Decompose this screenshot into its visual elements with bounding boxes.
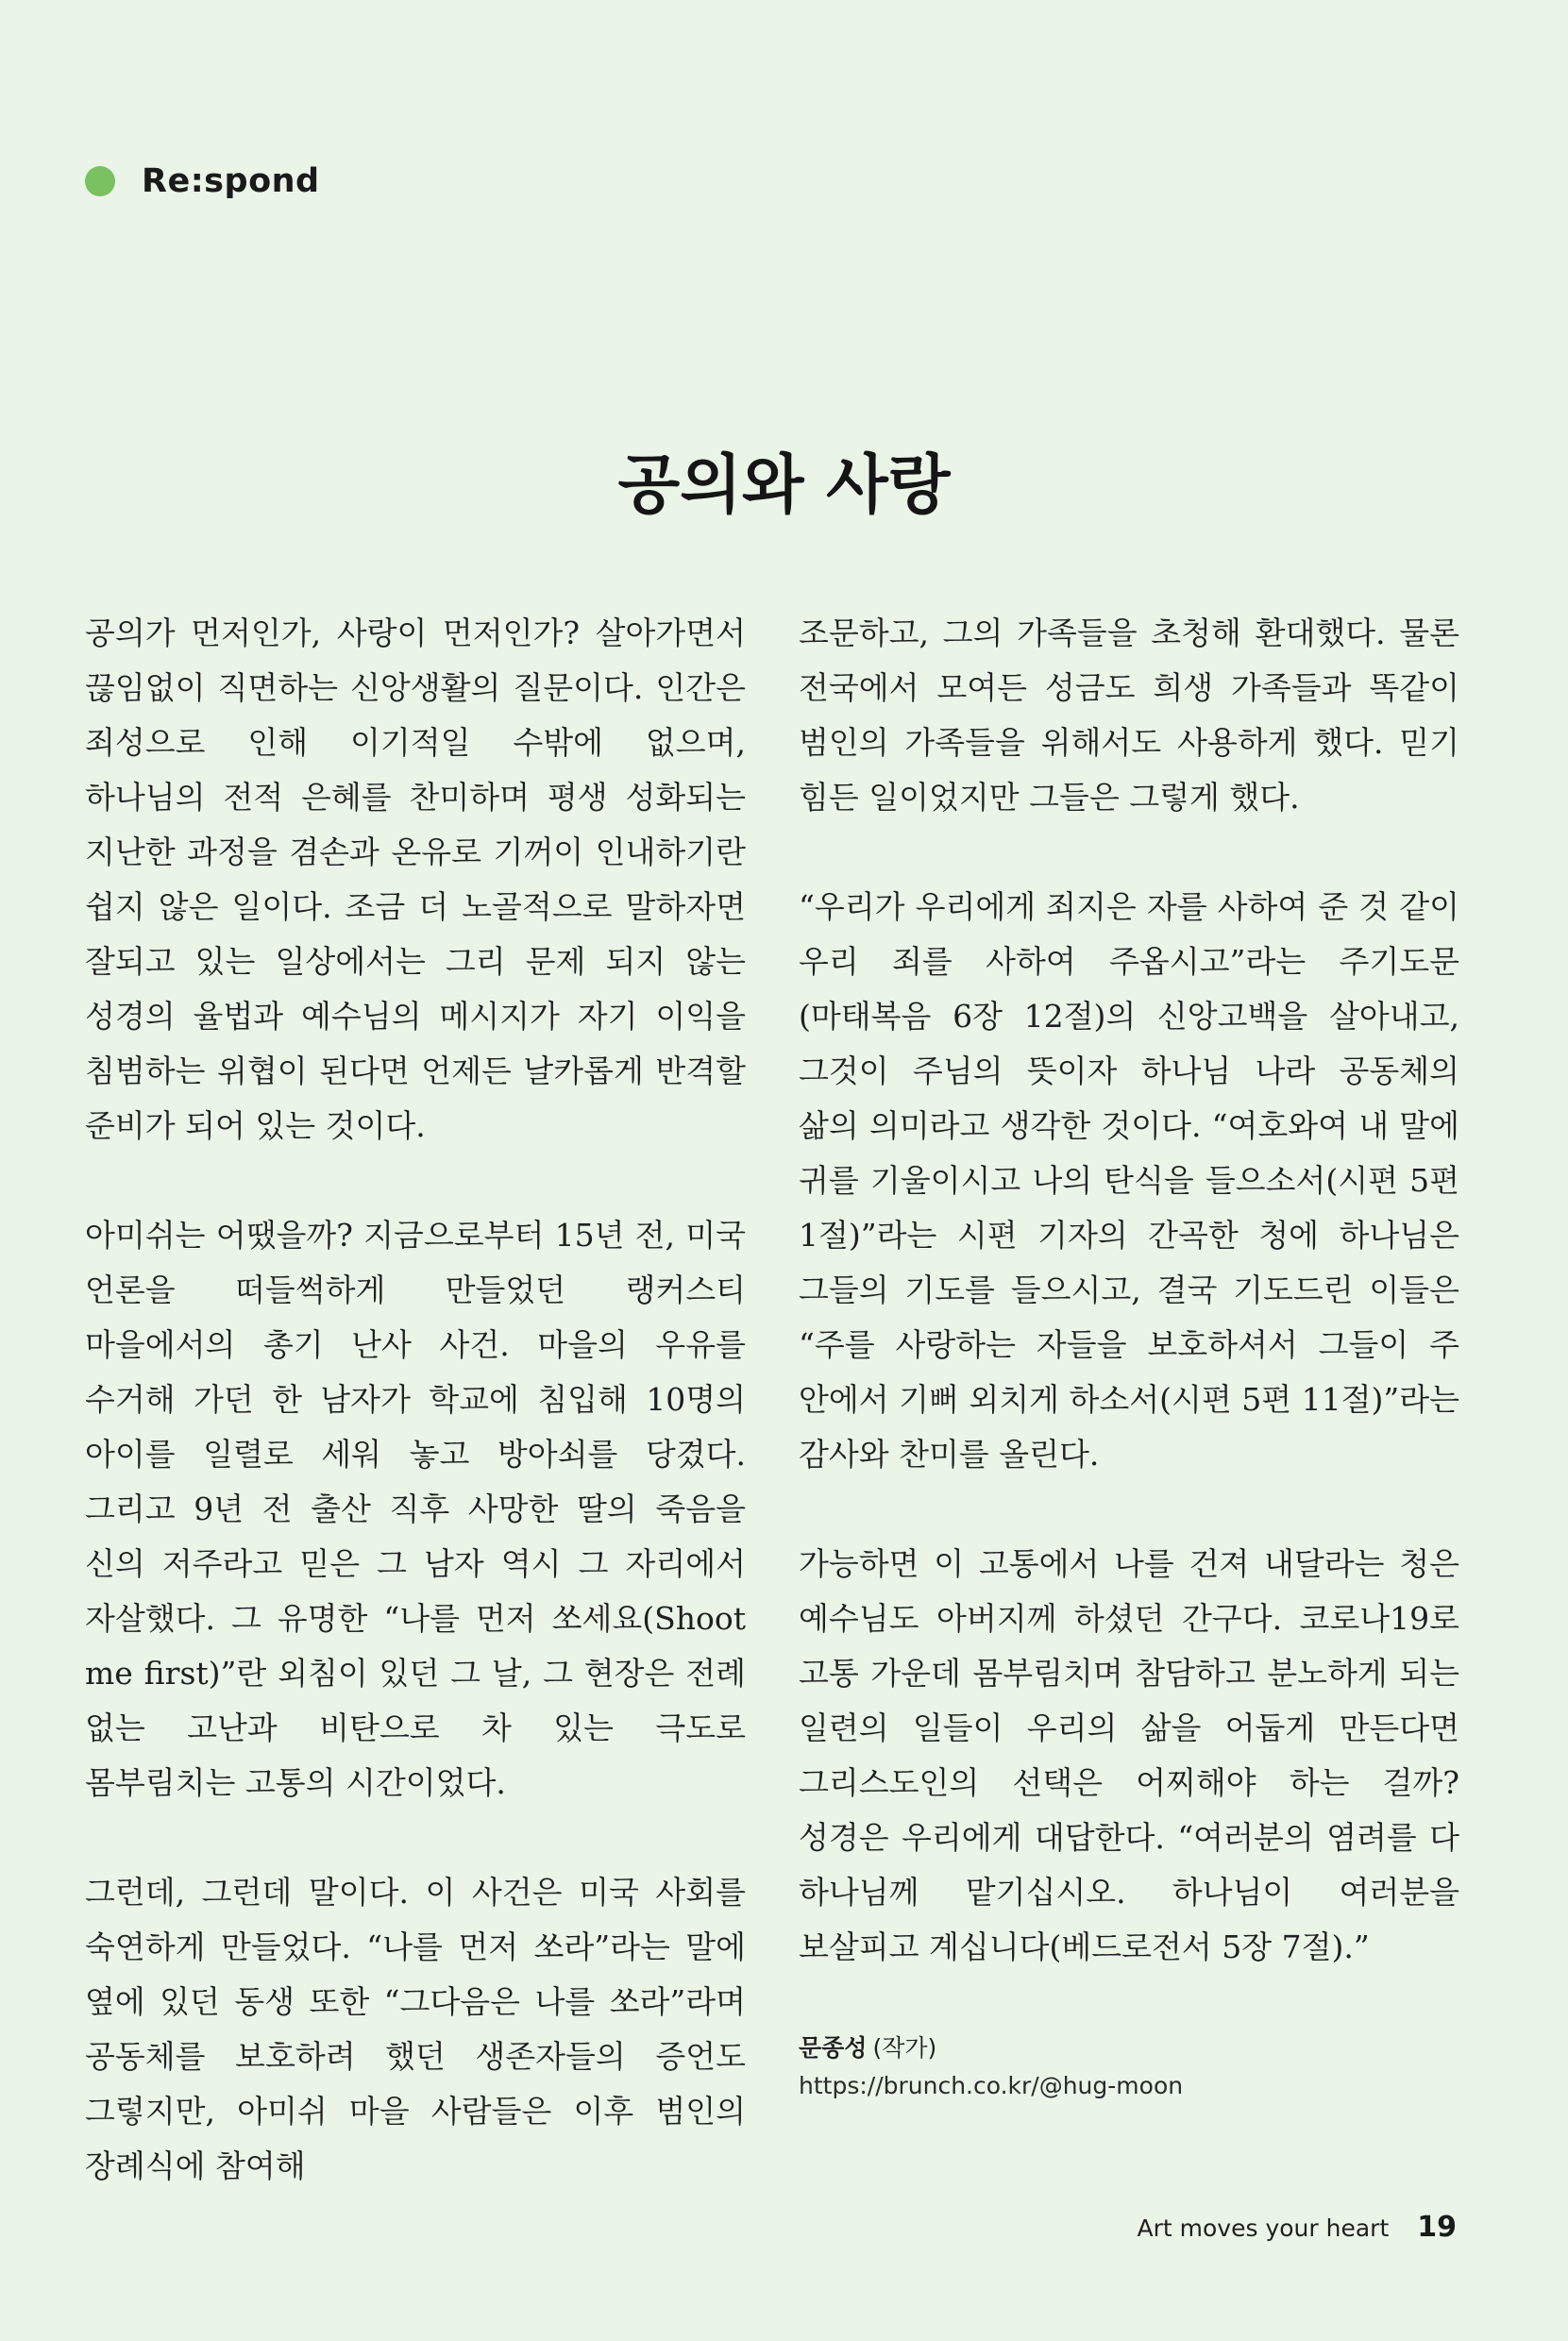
article-paragraph-5: 가능하면 이 고통에서 나를 건져 내달라는 청은 예수님도 아버지께 하셨던 간구다. 코로나19로 고통 가운데 몸부림치며 참담하고 분노하게 되는 일련의 일들이 우리의 삶을 어둡게 만든다면 그리스도인의 선택은 어찌해야 하는 걸까? 성경은 우리에게 대답한다. “여러분의 염려를 다 하나님께 맡기십시오. 하나님이 여러분을 보살피고 계십니다(베드로전서 5장 7절).” bbox=[799, 1545, 1459, 1965]
section-header bbox=[85, 162, 320, 200]
footer-tagline: Art moves your heart bbox=[1137, 2215, 1390, 2242]
author-role: (작가) bbox=[872, 2034, 937, 2062]
page-footer bbox=[1138, 2211, 1457, 2244]
author-link[interactable]: https://brunch.co.kr/@hug-moon bbox=[799, 2072, 1184, 2099]
page-number: 19 bbox=[1417, 2211, 1457, 2244]
article-paragraph-3-part-2: 조문하고, 그의 가족들을 초청해 환대했다. 물론 전국에서 모여든 성금도 희생 가족들과 똑같이 범인의 가족들을 위해서도 사용하게 했다. 믿기 힘든 일이었지만 그들은 그렇게 했다. bbox=[799, 615, 1459, 816]
section-label: Re:spond bbox=[142, 162, 320, 200]
author-name: 문종성 bbox=[799, 2034, 868, 2062]
article-paragraph-3-part-1: 그런데, 그런데 말이다. 이 사건은 미국 사회를 숙연하게 만들었다. “나를 먼저 쏘라”라는 말에 옆에 있던 동생 또한 “그다음은 나를 쏘라”라며 공동체를 보호하려 했던 생존자들의 증언도 그렇지만, 아미쉬 마을 사람들은 이후 범인의 장례식에 참여해 bbox=[85, 1874, 746, 2184]
article-column-left bbox=[85, 606, 746, 2248]
article-title: 공의와 사랑 bbox=[617, 448, 951, 523]
article-paragraph-2: 아미쉬는 어땠을까? 지금으로부터 15년 전, 미국 언론을 떠들썩하게 만들었던 랭커스티 마을에서의 총기 난사 사건. 마을의 우유를 수거해 가던 한 남자가 학교에 침입해 10명의 아이를 일렬로 세워 놓고 방아쇠를 당겼다. 그리고 9년 전 출산 직후 사망한 딸의 죽음을 신의 저주라고 믿은 그 남자 역시 그 자리에서 자살했다. 그 유명한 “나를 먼저 쏘세요(Shoot me first)”란 외침이 있던 그 날, 그 현장은 전례 없는 고난과 비탄으로 차 있는 극도로 몸부림치는 고통의 시간이었다. bbox=[85, 1217, 746, 1801]
article-column-right bbox=[799, 606, 1459, 2105]
article-paragraph-1: 공의가 먼저인가, 사랑이 먼저인가? 살아가면서 끊임없이 직면하는 신앙생활의 질문이다. 인간은 죄성으로 인해 이기적일 수밖에 없으며, 하나님의 전적 은혜를 찬미하며 평생 성화되는 지난한 과정을 겸손과 온유로 기꺼이 인내하기란 쉽지 않은 일이다. 조금 더 노골적으로 말하자면 잘되고 있는 일상에서는 그리 문제 되지 않는 성경의 율법과 예수님의 메시지가 자기 이익을 침범하는 위협이 된다면 언제든 날카롭게 반격할 준비가 되어 있는 것이다. bbox=[85, 615, 746, 1144]
section-bullet-dot bbox=[85, 166, 115, 196]
article-paragraph-4: “우리가 우리에게 죄지은 자를 사하여 준 것 같이 우리 죄를 사하여 주옵시고”라는 주기도문(마태복음 6장 12절)의 신앙고백을 살아내고, 그것이 주님의 뜻이자 하나님 나라 공동체의 삶의 의미라고 생각한 것이다. “여호와여 내 말에 귀를 기울이시고 나의 탄식을 들으소서(시편 5편 1절)”라는 시편 기자의 간곡한 청에 하나님은 그들의 기도를 들으시고, 결국 기도드린 이들은 “주를 사랑하는 자들을 보호하셔서 그들이 주 안에서 기뻐 외치게 하소서(시편 5편 11절)”라는 감사와 찬미를 올린다. bbox=[799, 888, 1459, 1473]
author-credit bbox=[799, 2029, 1459, 2067]
author-block bbox=[799, 2029, 1459, 2105]
